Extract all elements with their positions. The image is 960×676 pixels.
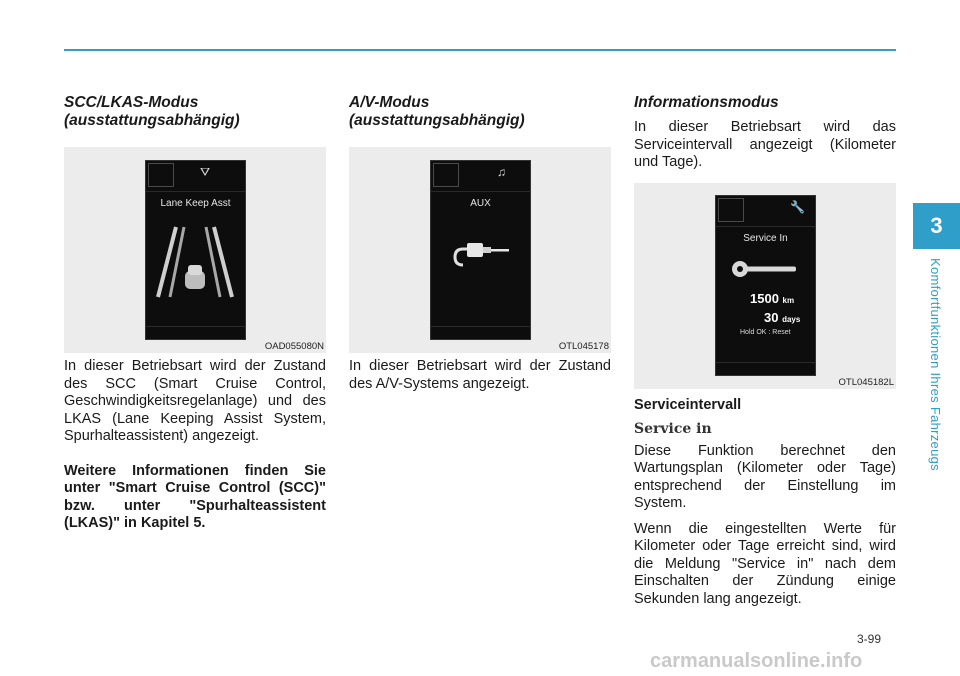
watermark: carmanualsonline.info bbox=[650, 650, 863, 672]
body-text: Wenn die eingestellten Werte für Kilometer oder Tage erreicht sind, wird die Meldung "Service in" nach dem Einschalten der Zündung einige Sekunden lang angezeigt. bbox=[634, 520, 896, 607]
body-text: In dieser Betriebsart wird der Zustand des A/V-Systems angezeigt. bbox=[349, 358, 611, 392]
page-number: 3-99 bbox=[857, 632, 882, 646]
section-heading: Informationsmodus bbox=[634, 94, 779, 111]
lane-icon: ⛛ bbox=[200, 165, 211, 179]
cluster-screen bbox=[715, 195, 816, 376]
chapter-title: Komfortfunktionen Ihres Fahrzeugs bbox=[928, 258, 943, 471]
music-note-icon: ♫ bbox=[497, 165, 506, 179]
screen-label: Lane Keep Asst bbox=[160, 198, 231, 209]
header-rule bbox=[64, 49, 896, 51]
lane-road-icon bbox=[154, 221, 236, 299]
section-scc-lkas bbox=[64, 94, 326, 533]
wrench-graphic-icon bbox=[730, 258, 802, 280]
cluster-screen bbox=[145, 160, 246, 340]
km-readout: 1500 km bbox=[750, 290, 795, 306]
chapter-number-tab[interactable]: 3 bbox=[913, 203, 960, 249]
days-readout: 30 days bbox=[764, 309, 801, 325]
screen-title: Service In bbox=[743, 232, 788, 244]
figure-code: OTL045182L bbox=[835, 377, 894, 388]
cluster-screen bbox=[430, 160, 531, 340]
body-text: Diese Funktion berechnet den Wartungsplan (Kilometer oder Tage) entsprechend der Einstellung im System. bbox=[634, 442, 896, 511]
section-info-mode bbox=[634, 94, 896, 608]
figure-code: OTL045178 bbox=[555, 341, 609, 352]
section-heading: SCC/LKAS-Modus (ausstattungsabhängig) bbox=[64, 94, 240, 129]
serif-heading: Service in bbox=[634, 421, 712, 437]
screen-label: AUX bbox=[470, 198, 491, 209]
intro-text: In dieser Betriebsart wird das Serviceintervall angezeigt (Kilometer und Tage). bbox=[634, 119, 896, 170]
note-text: Weitere Informationen finden Sie unter "Smart Cruise Control (SCC)" bzw. unter "Spurhalteassistent (LKAS)" in Kapitel 5. bbox=[64, 462, 326, 531]
figure-service bbox=[634, 183, 896, 389]
body-text: In dieser Betriebsart wird der Zustand des SCC (Smart Cruise Control, Geschwindigkeitsregelanlage) und des LKAS (Lane Keeping Assist System, Spurhalteassistent) angezeigt. bbox=[64, 358, 326, 444]
section-av-mode bbox=[349, 94, 611, 393]
section-heading: A/V-Modus (ausstattungsabhängig) bbox=[349, 94, 525, 129]
figure-code: OAD055080N bbox=[261, 341, 324, 352]
figure-lane-keep bbox=[64, 147, 326, 353]
aux-plug-icon bbox=[453, 239, 511, 269]
wrench-icon: 🔧 bbox=[790, 199, 805, 214]
subheading: Serviceintervall bbox=[634, 396, 742, 413]
hold-reset-hint: Hold OK : Reset bbox=[740, 328, 791, 336]
figure-aux bbox=[349, 147, 611, 353]
